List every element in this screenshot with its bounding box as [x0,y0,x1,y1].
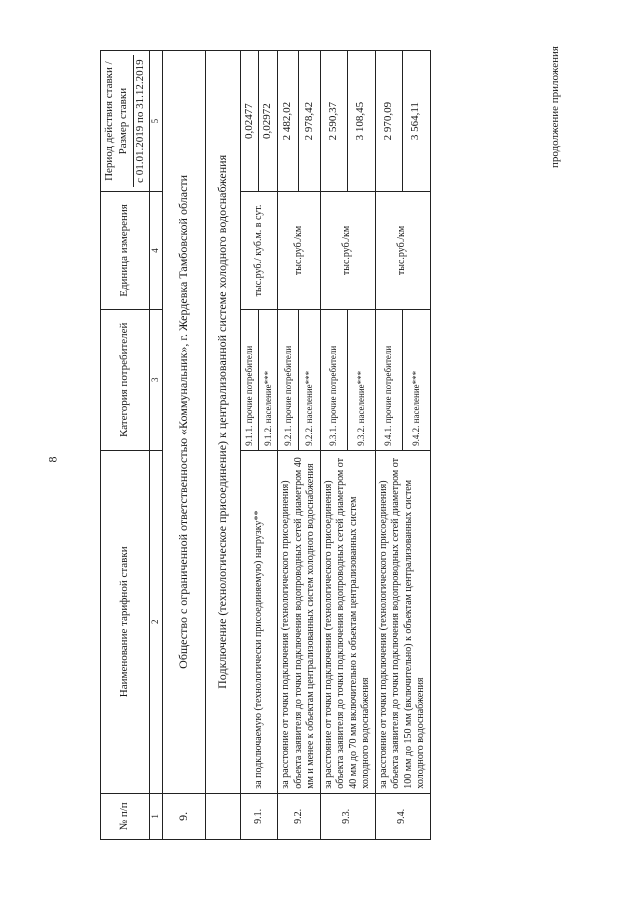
row-category: 9.4.2. население*** [403,309,431,450]
row-unit: тыс.руб./км [375,192,430,309]
row-unit: тыс.руб./ куб.м. в сут. [240,192,278,309]
row-category: 9.1.1. прочие потребители [240,309,259,450]
row-value: 2 482,02 [278,51,299,192]
header-period-dates: с 01.01.2019 по 31.12.2019 [133,55,148,187]
row-unit: тыс.руб./км [320,192,375,309]
row-name: за расстояние от точки подключения (технологического присоединения) объекта заявителя до точки подключения водопроводных сетей диаметром от 100 мм до 150 мм (включительно) к объектам централизованных систем холодного водоснабжения [375,450,430,793]
row-value: 2 978,42 [299,51,320,192]
continuation-note: продолжение приложения [549,46,561,168]
col-index: 4 [150,192,162,309]
row-unit: тыс.руб./км [278,192,321,309]
row-num: 9.2. [278,793,321,839]
org-row [162,51,205,840]
row-num: 9.3. [320,793,375,839]
col-index: 1 [150,793,162,839]
header-num: № п/п [101,793,150,839]
header-name: Наименование тарифной ставки [101,450,150,793]
row-name: за расстояние от точки подключения (технологического присоединения) объекта заявителя до точки подключения водопроводных сетей диаметром 40 мм и менее к объектам централизованных систем холодного водоснабжения [278,450,321,793]
header-row [101,51,150,840]
section-num [205,793,240,839]
org-name: Общество с ограниченной ответственностью «Коммунальник», г. Жердевка Тамбовской области [162,51,205,794]
row-num: 9.1. [240,793,278,839]
table-row [320,51,348,840]
table-row [375,51,403,840]
tariff-table-container [100,50,640,840]
header-period-label: Период действия ставки /Размер ставки [103,61,129,181]
row-value: 3 108,45 [348,51,376,192]
header-unit: Единица измерения [101,192,150,309]
section-row [205,51,240,840]
row-num: 9.4. [375,793,430,839]
row-category: 9.2.2. население*** [299,309,320,450]
row-value: 0,02477 [240,51,259,192]
row-category: 9.1.2. население*** [259,309,278,450]
row-name: за расстояние от точки подключения (технологического присоединения) объекта заявителя до точки подключения водопроводных сетей диаметром от 40 мм до 70 мм включительно к объектам централизованных систем холодного водоснабжения [320,450,375,793]
row-value: 0,02972 [259,51,278,192]
org-num: 9. [162,793,205,839]
row-category: 9.4.1. прочие потребители [375,309,403,450]
row-name: за подключаемую (технологически присоединяемую) нагрузку** [240,450,278,793]
section-title: Подключение (технологическое присоединение) к централизованной системе холодного водоснабжения [205,51,240,794]
col-index: 2 [150,450,162,793]
col-index: 5 [150,51,162,192]
table-row [240,51,259,840]
row-value: 3 564,11 [403,51,431,192]
row-category: 9.2.1. прочие потребители [278,309,299,450]
row-category: 9.3.1. прочие потребители [320,309,348,450]
column-index-row [150,51,162,840]
tariff-table [100,50,431,840]
col-index: 3 [150,309,162,450]
header-category: Категория потребителей [101,309,150,450]
row-value: 2 590,37 [320,51,348,192]
header-period [101,51,150,192]
page-number: 8 [45,456,60,463]
row-category: 9.3.2. население*** [348,309,376,450]
row-value: 2 970,09 [375,51,403,192]
table-row [278,51,299,840]
